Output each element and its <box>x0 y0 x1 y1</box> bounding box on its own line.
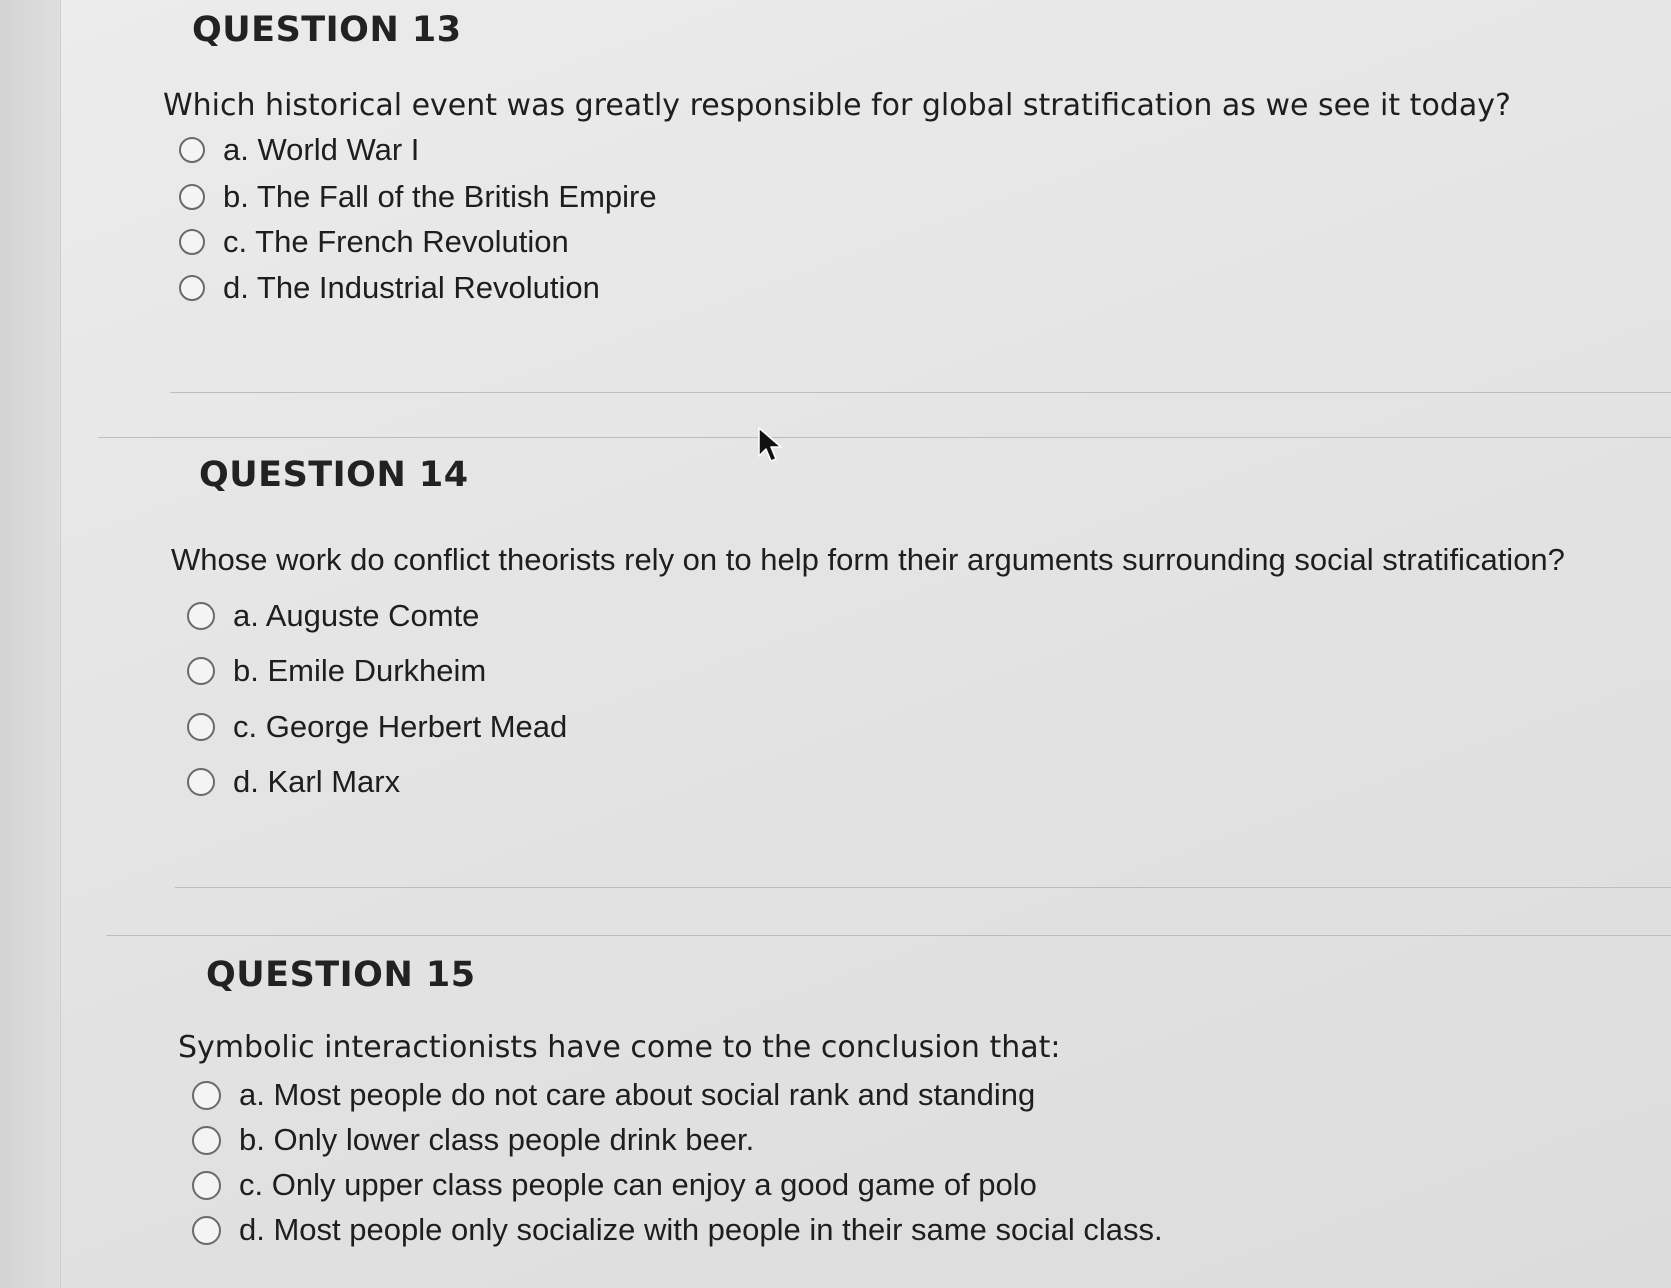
question-13-option-b[interactable] <box>179 179 657 215</box>
option-label: b. Only lower class people drink beer. <box>239 1122 755 1157</box>
question-13-heading: QUESTION 13 <box>192 10 462 50</box>
question-14-text: Whose work do conflict theorists rely on to help form their arguments surrounding social stratification? <box>171 542 1565 577</box>
radio-button-icon[interactable] <box>179 229 205 255</box>
question-15-text: Symbolic interactionists have come to the conclusion that: <box>178 1030 1061 1065</box>
radio-button-icon[interactable] <box>192 1171 221 1200</box>
question-13-bottom-divider <box>170 392 1671 393</box>
option-label: c. Only upper class people can enjoy a good game of polo <box>239 1167 1037 1202</box>
radio-button-icon[interactable] <box>192 1081 221 1110</box>
option-label: d. Karl Marx <box>233 764 401 799</box>
question-14-option-a[interactable] <box>187 598 479 634</box>
question-13-option-d[interactable] <box>179 270 600 306</box>
option-label: b. Emile Durkheim <box>233 653 487 688</box>
question-14-option-b[interactable] <box>187 653 486 689</box>
question-14-option-c[interactable] <box>187 709 567 745</box>
option-label: a. World War I <box>223 132 420 167</box>
question-15-option-d[interactable] <box>192 1212 1163 1248</box>
question-14-option-d[interactable] <box>187 764 400 800</box>
question-13-text: Which historical event was greatly responsible for global stratification as we see it today? <box>163 88 1511 123</box>
radio-button-icon[interactable] <box>179 137 205 163</box>
question-14-bottom-divider <box>175 887 1671 888</box>
option-label: d. The Industrial Revolution <box>223 270 600 305</box>
question-15-option-b[interactable] <box>192 1122 754 1158</box>
radio-button-icon[interactable] <box>192 1126 221 1155</box>
question-13-option-c[interactable] <box>179 224 569 260</box>
radio-button-icon[interactable] <box>187 713 215 741</box>
question-15-heading: QUESTION 15 <box>206 955 476 995</box>
option-label: c. The French Revolution <box>223 224 569 259</box>
left-margin-bar <box>0 0 61 1288</box>
radio-button-icon[interactable] <box>179 275 205 301</box>
option-label: d. Most people only socialize with people in their same social class. <box>239 1212 1163 1247</box>
question-15-option-c[interactable] <box>192 1167 1037 1203</box>
question-15-option-a[interactable] <box>192 1077 1035 1113</box>
radio-button-icon[interactable] <box>187 657 215 685</box>
radio-button-icon[interactable] <box>187 602 215 630</box>
question-14-heading: QUESTION 14 <box>199 455 469 495</box>
section-divider <box>98 437 1671 438</box>
radio-button-icon[interactable] <box>192 1216 221 1245</box>
mouse-pointer-icon <box>757 426 787 466</box>
question-13-option-a[interactable] <box>179 132 419 168</box>
option-label: b. The Fall of the British Empire <box>223 179 657 214</box>
radio-button-icon[interactable] <box>179 184 205 210</box>
option-label: a. Most people do not care about social rank and standing <box>239 1077 1036 1112</box>
option-label: a. Auguste Comte <box>233 598 480 633</box>
radio-button-icon[interactable] <box>187 768 215 796</box>
option-label: c. George Herbert Mead <box>233 709 568 744</box>
section-divider <box>106 935 1671 936</box>
